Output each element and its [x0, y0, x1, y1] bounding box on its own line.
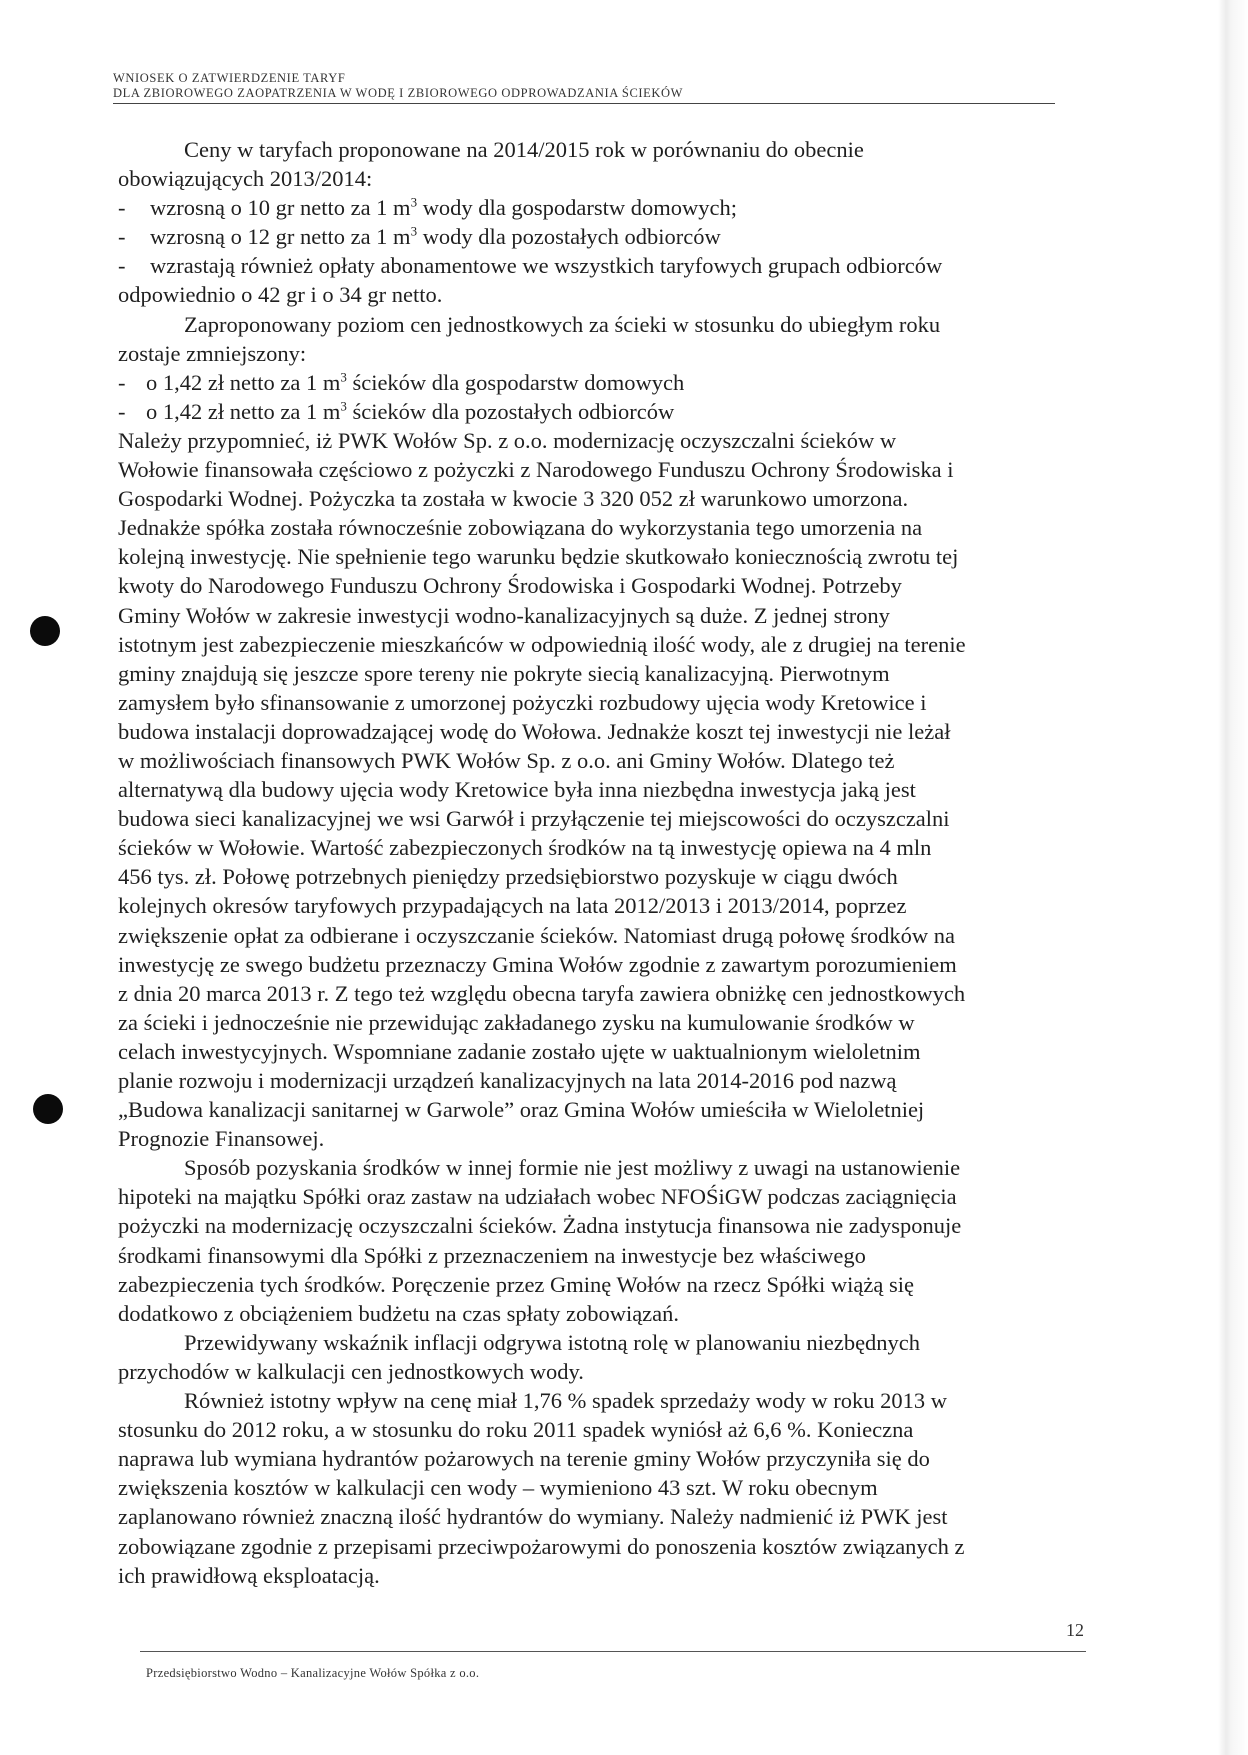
- paragraph: [118, 1153, 1073, 1328]
- paragraph-line: zwiększenie opłat za odbierane i oczyszczanie ścieków. Natomiast drugą połowę środków na: [118, 922, 955, 948]
- paragraph-line: istotnym jest zabezpieczenie mieszkańców w odpowiednią ilość wody, ale z drugiej na terenie: [118, 631, 966, 657]
- paragraph: [118, 1386, 1073, 1590]
- paragraph-line: gminy znajdują się jeszcze spore tereny nie pokryte siecią kanalizacyjną. Pierwotnym: [118, 660, 890, 686]
- page-edge-shadow: [1218, 0, 1248, 1755]
- paragraph-line: zabezpieczenia tych środków. Poręczenie przez Gminę Wołów na rzecz Spółki wiążą się: [118, 1271, 914, 1297]
- paragraph-line: inwestycję ze swego budżetu przeznaczy Gmina Wołów zgodnie z zawartym porozumieniem: [118, 951, 957, 977]
- paragraph-line: Również istotny wpływ na cenę miał 1,76 % spadek sprzedaży wody w roku 2013 w: [184, 1388, 947, 1414]
- document-header: [113, 71, 1053, 101]
- paragraph-line: Sposób pozyskania środków w innej formie nie jest możliwy z uwagi na ustanowienie: [184, 1155, 961, 1181]
- header-line-2: DLA ZBIOROWEGO ZAOPATRZENIA W WODĘ I ZBIOROWEGO ODPROWADZANIA ŚCIEKÓW: [113, 86, 684, 100]
- footer-rule: [140, 1651, 1086, 1652]
- paragraph-line: z dnia 20 marca 2013 r. Z tego też względu obecna taryfa zawiera obniżkę cen jednostkowych: [118, 980, 966, 1006]
- paragraph-line: pożyczki na modernizację oczyszczalni ścieków. Żadna instytucja finansowa nie zadysponuje: [118, 1213, 962, 1239]
- list-item: - o 1,42 zł netto za 1 $m^3$ ścieków dla pozostałych odbiorców: [118, 398, 675, 424]
- paragraph-line: Jednakże spółka została równocześnie zobowiązana do wykorzystania tego umorzenia na: [118, 515, 923, 541]
- paragraph-line: obowiązujących 2013/2014:: [118, 166, 373, 192]
- paragraph-line: kwoty do Narodowego Funduszu Ochrony Środowiska i Gospodarki Wodnej. Potrzeby: [118, 573, 902, 599]
- paragraph-line: w możliwościach finansowych PWK Wołów Sp. z o.o. ani Gminy Wołów. Dlatego też: [118, 747, 895, 773]
- paragraph-line: alternatywą dla budowy ujęcia wody Kretowice była inna niezbędna inwestycja jaką jest: [118, 777, 916, 803]
- paragraph-line: przychodów w kalkulacji cen jednostkowych wody.: [118, 1358, 584, 1384]
- document-footer: Przedsiębiorstwo Wodno – Kanalizacyjne Wołów Spółka z o.o.: [146, 1666, 480, 1680]
- punch-hole: [30, 616, 60, 646]
- paragraph-line: celach inwestycyjnych. Wspomniane zadanie zostało ujęte w uaktualnionym wieloletnim: [118, 1038, 921, 1064]
- paragraph-line: budowa instalacji doprowadzającej wodę do Wołowa. Jednakże koszt tej inwestycji nie leżał: [118, 718, 951, 744]
- paragraph-line: za ścieki i jednocześnie nie przewidując zakładanego zysku na kumulowanie środków w: [118, 1009, 915, 1035]
- list-item: - wzrosną o 10 gr netto za 1 $m^3$ wody dla gospodarstw domowych;: [118, 194, 738, 221]
- paragraph-line: zobowiązane zgodnie z przepisami przeciwpożarowymi do ponoszenia kosztów związanych z: [118, 1533, 965, 1559]
- header-rule: [113, 103, 1055, 104]
- paragraph-line: zwiększenia kosztów w kalkulacji cen wody – wymieniono 43 szt. W roku obecnym: [118, 1475, 878, 1501]
- paragraph-line: zamysłem było sfinansowanie z umorzonej pożyczki rozbudowy ujęcia wody Kretowice i: [118, 689, 927, 715]
- paragraph-line: kolejną inwestycję. Nie spełnienie tego warunku będzie skutkowało koniecznością zwrotu tej: [118, 544, 959, 570]
- paragraph-line: Zaproponowany poziom cen jednostkowych za ścieki w stosunku do ubiegłym roku: [184, 311, 941, 337]
- paragraph-line: Należy przypomnieć, iż PWK Wołów Sp. z o.o. modernizację oczyszczalni ścieków w: [118, 427, 897, 453]
- paragraph-line: dodatkowo z obciążeniem budżetu na czas spłaty zobowiązań.: [118, 1300, 680, 1326]
- paragraph-line: ścieków w Wołowie. Wartość zabezpieczonych środków na tą inwestycję opiewa na 4 mln: [118, 835, 932, 861]
- paragraph-line: naprawa lub wymiana hydrantów pożarowych na terenie gminy Wołów przyczyniła się do: [118, 1446, 930, 1472]
- list-item: - wzrastają również opłaty abonamentowe we wszystkich taryfowych grupach odbiorców: [118, 253, 943, 279]
- paragraph-line: budowa sieci kanalizacyjnej we wsi Garwół i przyłączenie tej miejscowości do oczyszczalni: [118, 806, 950, 832]
- paragraph-line: „Budowa kanalizacji sanitarnej w Garwole” oraz Gmina Wołów umieściła w Wieloletniej: [118, 1097, 925, 1123]
- header-line-1: WNIOSEK O ZATWIERDZENIE TARYF: [113, 71, 346, 85]
- paragraph-line: Gminy Wołów w zakresie inwestycji wodno-kanalizacyjnych są duże. Z jednej strony: [118, 602, 890, 628]
- paragraph-line: ich prawidłową eksploatacją.: [118, 1562, 380, 1588]
- document-body: [118, 135, 1073, 1590]
- list-item: - o 1,42 zł netto za 1 $m^3$ ścieków dla gospodarstw domowych: [118, 369, 685, 395]
- paragraph-line: planie rozwoju i modernizacji urządzeń kanalizacyjnych na lata 2014-2016 pod nazwą: [118, 1068, 897, 1093]
- paragraph-line: odpowiednio o 42 gr i o 34 gr netto.: [118, 282, 443, 308]
- page-number: 12: [1066, 1620, 1084, 1640]
- paragraph-line: Wołowie finansowała częściowo z pożyczki z Narodowego Funduszu Ochrony Środowiska i: [118, 457, 954, 483]
- paragraph-line: kolejnych okresów taryfowych przypadających na lata 2012/2013 i 2013/2014, poprzez: [118, 893, 907, 919]
- paragraph-line: zostaje zmniejszony:: [118, 340, 307, 366]
- paragraph-line: 456 tys. zł. Połowę potrzebnych pieniędzy przedsiębiorstwo pozyskuje w ciągu dwóch: [118, 864, 898, 890]
- paragraph-line: hipoteki na majątku Spółki oraz zastaw na udziałach wobec NFOŚiGW podczas zaciągnięcia: [118, 1184, 957, 1210]
- paragraph-line: Ceny w taryfach proponowane na 2014/2015 rok w porównaniu do obecnie: [184, 137, 864, 162]
- paragraph-line: środkami finansowymi dla Spółki z przeznaczeniem na inwestycje bez właściwego: [118, 1242, 866, 1268]
- paragraph-line: Prognozie Finansowej.: [118, 1126, 325, 1152]
- punch-hole: [33, 1094, 63, 1124]
- paragraph-line: zaplanowano również znaczną ilość hydrantów do wymiany. Należy nadmienić iż PWK jest: [118, 1504, 948, 1530]
- list-item: - wzrosną o 12 gr netto za 1 $m^3$ wody dla pozostałych odbiorców: [118, 223, 721, 250]
- paragraph-line: Przewidywany wskaźnik inflacji odgrywa istotną rolę w planowaniu niezbędnych: [184, 1329, 921, 1355]
- paragraph-line: stosunku do 2012 roku, a w stosunku do roku 2011 spadek wyniósł aż 6,6 %. Konieczna: [118, 1417, 914, 1443]
- paragraph-line: Gospodarki Wodnej. Pożyczka ta została w kwocie 3 320 052 zł warunkowo umorzona.: [118, 486, 909, 512]
- paragraph: [118, 1328, 1073, 1386]
- paragraph: [118, 426, 1073, 1153]
